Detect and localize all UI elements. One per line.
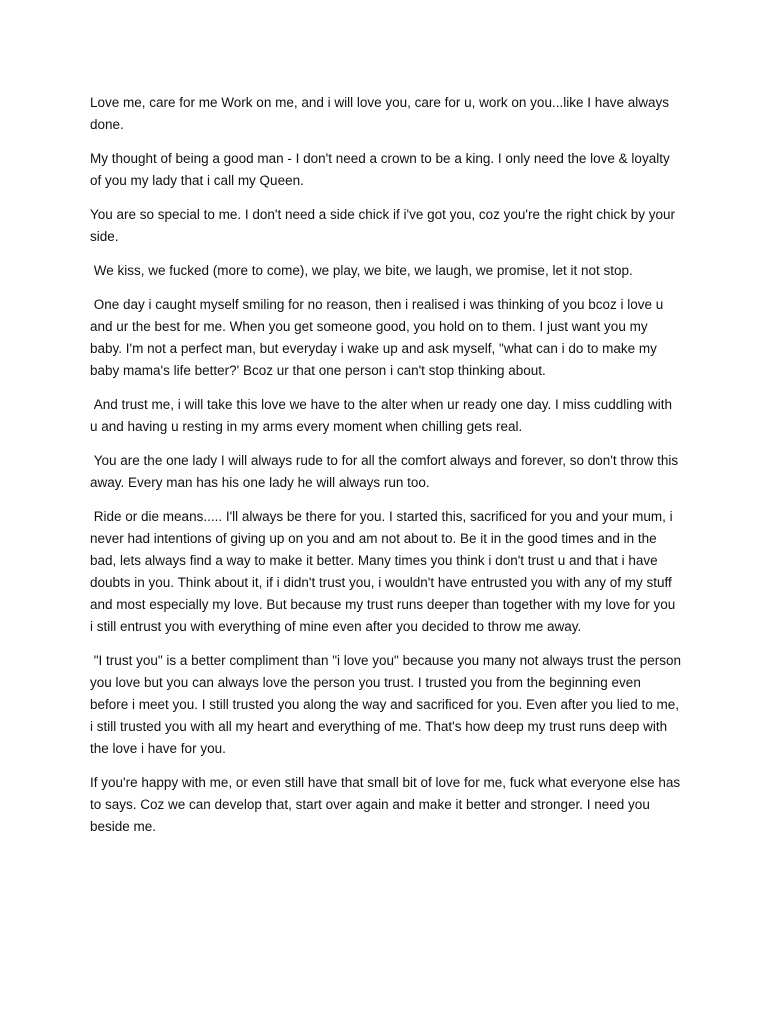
paragraph-8: Ride or die means..... I'll always be there for you. I started this, sacrificed for you and your mum, i never had intentions of giving up on you and am not about to. Be it in the good times and in the bad, lets always find a way to make it better. Many times you think i don't trust u and that i have doubts in you. Think about it, if i didn't trust you, i wouldn't have entrusted you with any of my stuff and most especially my love. But because my trust runs deeper than together with my love for you i still entrust you with everything of mine even after you decided to throw me away. xyxy=(90,509,680,634)
paragraph-5: One day i caught myself smiling for no reason, then i realised i was thinking of you bcoz i love u and ur the best for me. When you get someone good, you hold on to them. I just want you my baby. I'm not a perfect man, but everyday i wake up and ask myself, "what can i do to make my baby mama's life better?' Bcoz ur that one person i can't stop thinking about. xyxy=(90,297,668,378)
paragraph-2: My thought of being a good man - I don't need a crown to be a king. I only need the love & loyalty of you my lady that i call my Queen. xyxy=(90,151,674,188)
paragraph-7: You are the one lady I will always rude to for all the comfort always and forever, so don't throw this away. Every man has his one lady he will always run too. xyxy=(90,453,682,490)
document-page xyxy=(90,92,685,850)
paragraph-6: And trust me, i will take this love we have to the alter when ur ready one day. I miss cuddling with u and having u resting in my arms every moment when chilling gets real. xyxy=(90,397,676,434)
paragraph-3: You are so special to me. I don't need a side chick if i've got you, coz you're the right chick by your side. xyxy=(90,207,679,244)
paragraph-10: If you're happy with me, or even still have that small bit of love for me, fuck what everyone else has to says. Coz we can develop that, start over again and make it better and stronger. I need you beside me. xyxy=(90,775,684,834)
paragraph-1: Love me, care for me Work on me, and i will love you, care for u, work on you...like I have always done. xyxy=(90,95,673,132)
paragraph-9: "I trust you" is a better compliment than "i love you" because you many not always trust the person you love but you can always love the person you trust. I trusted you from the beginning even before i meet you. I still trusted you along the way and sacrificed for you. Even after you lied to me, i still trusted you with all my heart and everything of me. That's how deep my trust runs deep with the love i have for you. xyxy=(90,653,685,756)
paragraph-4: We kiss, we fucked (more to come), we play, we bite, we laugh, we promise, let it not stop. xyxy=(90,263,633,278)
